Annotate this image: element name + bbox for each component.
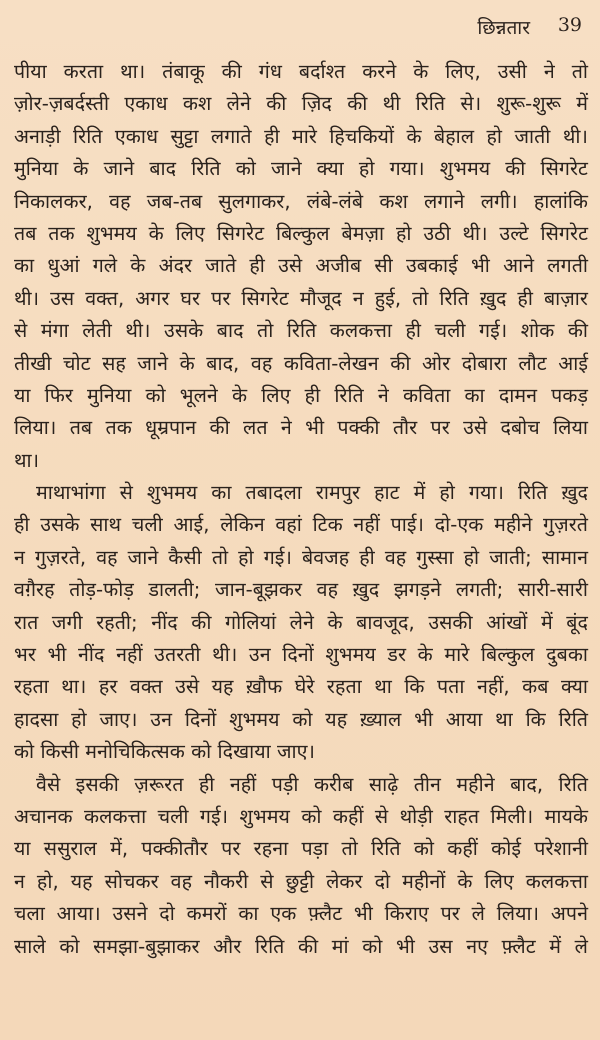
paragraph-1	[14, 56, 588, 477]
text-line: निकालकर, वह जब-तब सुलगाकर, लंबे-लंबे कश लगाने लगी। हालांकि	[14, 189, 588, 213]
text-line: लिया। तब तक धूम्रपान की लत ने भी पक्की तौर पर उसे दबोच लिया	[14, 416, 588, 440]
text-line: अनाड़ी रिति एकाध सुट्टा लगाते ही मारे हिचकियों के बेहाल हो जाती थी।	[14, 124, 588, 148]
text-line: या ससुराल में, पक्कीतौर पर रहना पड़ा तो रिति को कहीं कोई परेशानी	[14, 837, 588, 861]
text-line: न गुज़रते, वह जाने कैसी तो हो गई। बेवजह ही वह गुस्सा हो जाती; सामान	[14, 545, 588, 569]
text-line: पीया करता था। तंबाकू की गंध बर्दाश्त करने के लिए, उसी ने तो	[14, 60, 588, 83]
paragraph-2	[14, 477, 588, 769]
text-line: न हो, यह सोचकर वह नौकरी से छुट्टी लेकर दो महीनों के लिए कलकत्ता	[14, 869, 588, 893]
page-header	[0, 12, 600, 42]
text-line: भर भी नींद नहीं उतरती थी। उन दिनों शुभमय डर के मारे बिल्कुल दुबका	[14, 643, 588, 667]
text-line: ही उसके साथ चली आई, लेकिन वहां टिक नहीं पाई। दो-एक महीने गुज़रते	[14, 513, 588, 537]
paragraph-3	[14, 769, 588, 963]
text-line: हादसा हो जाए। उन दिनों शुभमय को यह ख़्याल भी आया था कि रिति	[14, 707, 588, 731]
text-line: या फिर मुनिया को भूलने के लिए ही रिति ने कविता का दामन पकड़	[14, 383, 588, 407]
text-line: वग़ैरह तोड़-फोड़ डालती; जान-बूझकर वह ख़ुद झगड़ने लगती; सारी-सारी	[14, 578, 588, 602]
text-line: साले को समझा-बुझाकर और रिति की मां को भी उस नए फ़्लैट में ले	[14, 934, 588, 958]
text-line: अचानक कलकत्ता चली गई। शुभमय को कहीं से थोड़ी राहत मिली। मायके	[14, 804, 588, 828]
text-line: रात जगी रहती; नींद की गोलियां लेने के बावजूद, उसकी आंखों में बूंद	[14, 610, 588, 634]
text-line: को किसी मनोचिकित्सक को दिखाया जाए।	[14, 740, 316, 764]
text-line: चला आया। उसने दो कमरों का एक फ़्लैट भी किराए पर ले लिया। अपने	[14, 902, 588, 926]
text-line: मुनिया के जाने बाद रिति को जाने क्या हो गया। शुभमय की सिगरेट	[14, 157, 588, 181]
text-line: रहता था। हर वक्त उसे यह ख़ौफ घेरे रहता था कि पता नहीं, कब क्या	[14, 675, 588, 699]
text-line: ज़ोर-ज़बर्दस्ती एकाध कश लेने की ज़िद की थी रिति से। शुरू-शुरू में	[14, 92, 588, 116]
page-body	[14, 56, 588, 963]
running-title: छिन्नतार	[477, 17, 530, 39]
text-line: से मंगा लेती थी। उसके बाद तो रिति कलकत्ता ही चली गई। शोक की	[14, 319, 588, 343]
text-line: थी। उस वक्त, अगर घर पर सिगरेट मौजूद न हुई, तो रिति ख़ुद ही बाज़ार	[14, 286, 588, 310]
text-line: वैसे इसकी ज़रूरत ही नहीं पड़ी करीब साढ़े तीन महीने बाद, रिति	[36, 772, 588, 796]
text-line: तीखी चोट सह जाने के बाद, वह कविता-लेखन की ओर दोबारा लौट आई	[14, 351, 588, 375]
page-number: 39	[557, 14, 582, 36]
text-line: तब तक शुभमय के लिए सिगरेट बिल्कुल बेमज़ा हो उठी थी। उल्टे सिगरेट	[14, 221, 588, 245]
text-line: का धुआं गले के अंदर जाते ही उसे अजीब सी उबकाई भी आने लगती	[14, 254, 588, 278]
text-line: था।	[14, 448, 40, 472]
text-line: माथाभांगा से शुभमय का तबादला रामपुर हाट में हो गया। रिति ख़ुद	[36, 481, 588, 505]
